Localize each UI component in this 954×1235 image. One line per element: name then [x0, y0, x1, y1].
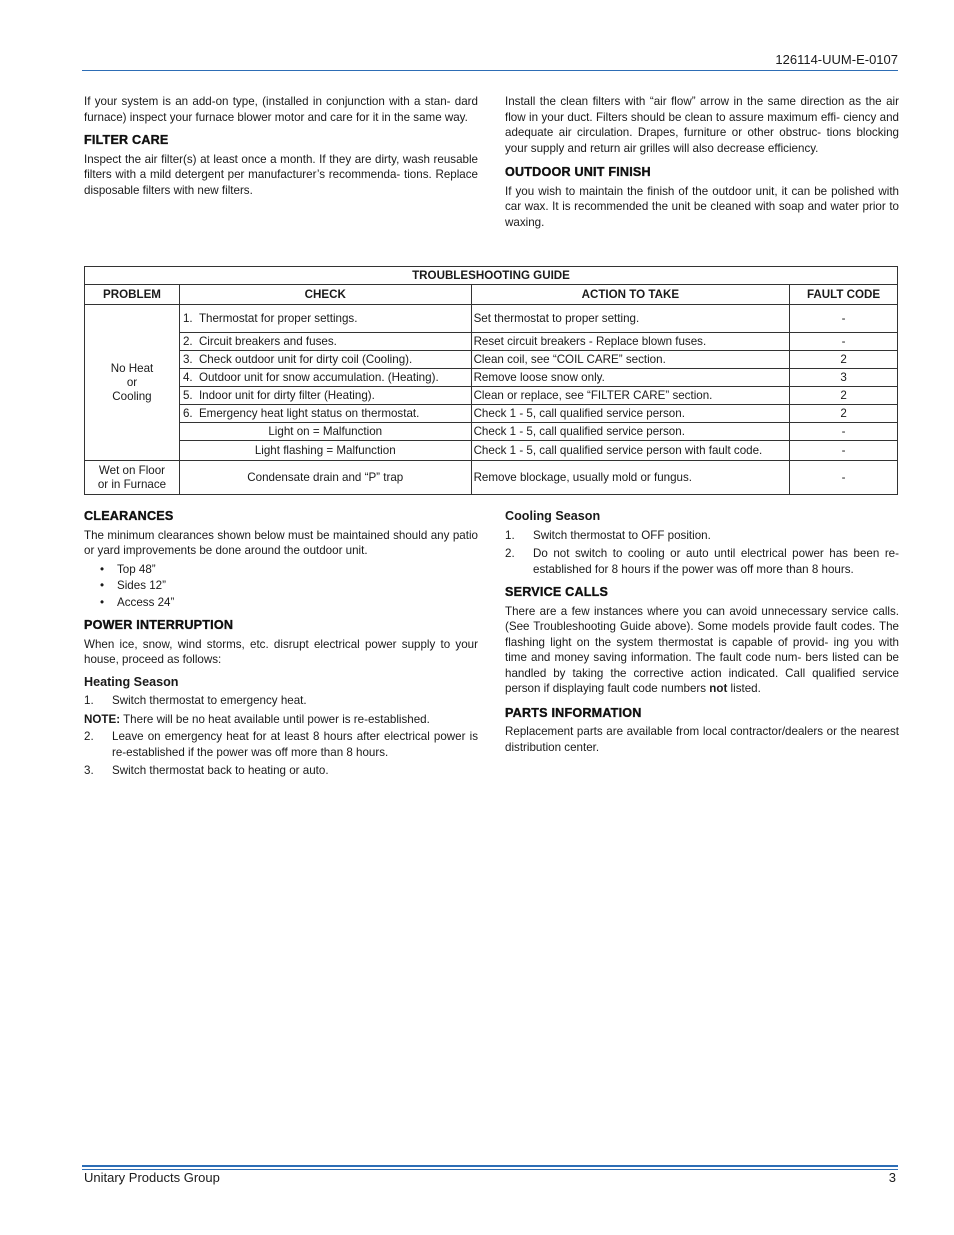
clearances-list: [84, 562, 478, 611]
table-row: [85, 441, 898, 461]
check-cell: 2. Circuit breakers and fuses.: [179, 333, 471, 351]
left-column-top: [84, 94, 478, 198]
problem-wet-floor: Wet on Floor or in Furnace: [85, 461, 180, 495]
header-action: ACTION TO TAKE: [471, 285, 790, 305]
list-item: • Top 48”: [84, 562, 478, 578]
table-row: [85, 405, 898, 423]
document-id: 126114-UUM-E-0107: [775, 52, 898, 67]
page-number: 3: [888, 1170, 896, 1185]
filter-care-heading: FILTER CARE: [84, 133, 169, 147]
header-check: CHECK: [179, 285, 471, 305]
table-row: [85, 387, 898, 405]
fault-code-cell: 2: [790, 405, 898, 423]
heating-steps-list: [84, 693, 478, 709]
action-cell: Reset circuit breakers - Replace blown fuses.: [471, 333, 790, 351]
table-row: [85, 461, 898, 495]
header-rule: [82, 70, 898, 71]
filter-care-paragraph: Inspect the air filter(s) at least once a month. If they are dirty, wash reusable filters with a mild detergent per manufacturer’s recommenda- tions. Replace disposable filters with new filters.: [84, 152, 478, 197]
addon-paragraph: If your system is an add-on type, (installed in conjunction with a stan- dard furnace) inspect your furnace blower motor and care for it in the same way.: [84, 95, 478, 124]
check-cell: 3. Check outdoor unit for dirty coil (Cooling).: [179, 351, 471, 369]
clearances-heading: CLEARANCES: [84, 509, 174, 523]
clearances-paragraph: The minimum clearances shown below must be maintained should any patio or yard improvements be done around the outdoor unit.: [84, 528, 478, 557]
table-row: [85, 351, 898, 369]
list-item: 1. Switch thermostat to emergency heat.: [84, 694, 307, 707]
check-cell: 5. Indoor unit for dirty filter (Heating).: [179, 387, 471, 405]
problem-no-heat-cooling: No Heat or Cooling: [85, 305, 180, 461]
install-filters-paragraph: Install the clean filters with “air flow” arrow in the same direction as the air flow in your duct. Filters should be clean to assure maximum effi- ciency and adequate air circulation. Drapes, furniture or other obstruc- tions blocking your supply and return air grilles will also decrease efficiency.: [505, 95, 899, 155]
fault-code-cell: 2: [790, 387, 898, 405]
outdoor-unit-finish-heading: OUTDOOR UNIT FINISH: [505, 165, 651, 179]
check-cell: Light flashing = Malfunction: [179, 441, 471, 461]
list-item: 1. Switch thermostat to OFF position.: [505, 528, 711, 542]
action-cell: Check 1 - 5, call qualified service person.: [471, 405, 790, 423]
list-item: 2. Do not switch to cooling or auto until electrical power has been re- established for 8 hours if the power was off more than 8 hours.: [505, 547, 899, 576]
header-fault-code: FAULT CODE: [790, 285, 898, 305]
left-column-bottom: [84, 508, 478, 782]
fault-code-cell: 3: [790, 369, 898, 387]
parts-information-paragraph: Replacement parts are available from local contractor/dealers or the nearest distribution center.: [505, 725, 899, 754]
fault-code-cell: -: [790, 333, 898, 351]
right-column-bottom: [505, 508, 899, 755]
outdoor-unit-finish-paragraph: If you wish to maintain the finish of the outdoor unit, it can be polished with car wax. It is recommended the unit be cleaned with soap and water prior to waxing.: [505, 184, 899, 229]
action-cell: Check 1 - 5, call qualified service person.: [471, 423, 790, 441]
heating-season-heading: Heating Season: [84, 674, 179, 689]
table-row: [85, 423, 898, 441]
fault-code-cell: -: [790, 441, 898, 461]
cooling-steps-list: [505, 528, 899, 578]
check-cell: 1. Thermostat for proper settings.: [179, 305, 471, 333]
action-cell: Remove blockage, usually mold or fungus.: [471, 461, 790, 495]
action-cell: Set thermostat to proper setting.: [471, 305, 790, 333]
list-item: • Sides 12”: [84, 578, 478, 594]
fault-code-cell: -: [790, 461, 898, 495]
table-row: [85, 369, 898, 387]
header-problem: PROBLEM: [85, 285, 180, 305]
service-calls-paragraph: There are a few instances where you can avoid unnecessary service calls. (See Troubleshooting Guide above). Some models provide fault codes. The flashing light on the system thermostat is capable of provid- ing you with time and money saving information. The fault code num- bers listed can be handled by taking the corrective action indicated. Call qualified service person if displaying fault code numbers not listed.: [505, 604, 899, 695]
fault-code-cell: 2: [790, 351, 898, 369]
table-row: [85, 305, 898, 333]
check-cell: 6. Emergency heat light status on thermostat.: [179, 405, 471, 423]
cooling-season-heading: Cooling Season: [505, 509, 601, 523]
right-column-top: [505, 94, 899, 230]
check-cell: 4. Outdoor unit for snow accumulation. (Heating).: [179, 369, 471, 387]
action-cell: Check 1 - 5, call qualified service person with fault code.: [471, 441, 790, 461]
action-cell: Remove loose snow only.: [471, 369, 790, 387]
footer-publisher: Unitary Products Group: [84, 1170, 220, 1185]
action-cell: Clean coil, see “COIL CARE” section.: [471, 351, 790, 369]
note-paragraph: NOTE: There will be no heat available until power is re-established.: [84, 712, 430, 726]
list-item: 2. Leave on emergency heat for at least 8 hours after electrical power is re-established if the power was off more than 8 hours.: [84, 730, 478, 759]
service-calls-heading: SERVICE CALLS: [505, 585, 609, 599]
check-cell: Condensate drain and “P” trap: [179, 461, 471, 495]
action-cell: Clean or replace, see “FILTER CARE” section.: [471, 387, 790, 405]
check-cell: Light on = Malfunction: [179, 423, 471, 441]
table-title: TROUBLESHOOTING GUIDE: [85, 267, 898, 285]
table-row: [85, 333, 898, 351]
footer-rule: [82, 1165, 898, 1167]
troubleshooting-table: [84, 266, 898, 495]
fault-code-cell: -: [790, 423, 898, 441]
note-label: NOTE:: [84, 712, 121, 726]
heating-steps-list-continued: [84, 729, 478, 779]
list-item: • Access 24”: [84, 595, 478, 611]
power-interruption-heading: POWER INTERRUPTION: [84, 618, 234, 632]
power-interruption-paragraph: When ice, snow, wind storms, etc. disrupt electrical power supply to your house, proceed as follows:: [84, 637, 478, 666]
parts-information-heading: PARTS INFORMATION: [505, 705, 642, 720]
list-item: 3. Switch thermostat back to heating or auto.: [84, 764, 329, 777]
fault-code-cell: -: [790, 305, 898, 333]
